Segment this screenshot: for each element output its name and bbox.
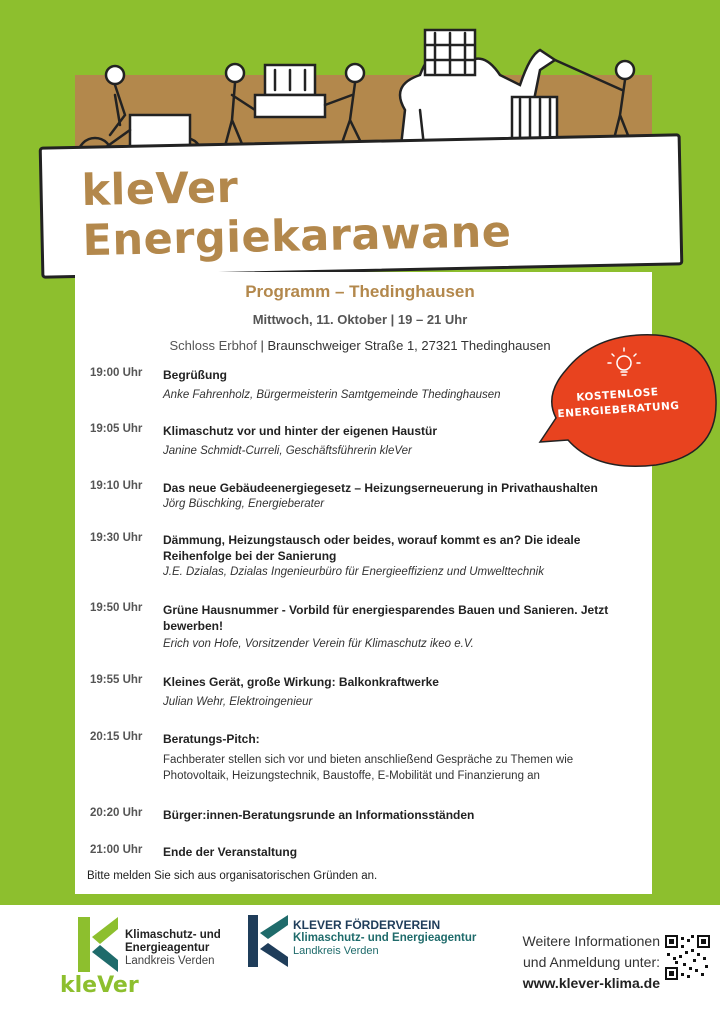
program-date: Mittwoch, 11. Oktober | 19 – 21 Uhr [252,312,468,327]
agenda-title: Ende der Veranstaltung [163,845,298,859]
registration-note: Bitte melden Sie sich aus organisatorischen Gründen an. [87,870,378,882]
agenda-time: 20:20 Uhr [90,807,143,819]
agenda-description: Fachberater stellen sich vor und bieten anschließend Gespräche zu Themen wie Photovoltaik, Heizungstechnik, Baustoffe, E-Mobilität und Finanzierung an [163,754,574,782]
agenda-title: Bürger:innen-Beratungsrunde an Informationsständen [163,808,475,822]
logo2-line-2: Klimaschutz- und Energieagentur [293,932,477,944]
logo1-line-3: Landkreis Verden [125,955,215,967]
agenda-time: 19:10 Uhr [90,480,143,492]
banner-title: kleVer Energiekarawane [81,162,512,267]
agenda-speaker: Anke Fahrenholz, Bürgermeisterin Samtgemeinde Thedinghausen [163,389,501,401]
foerderverein-logo-text [293,919,476,958]
klever-wordmark: kleVer [60,973,139,998]
agenda-time: 20:15 Uhr [90,731,143,743]
agenda-title: Grüne Hausnummer - Vorbild für energiesparendes Bauen und Sanieren. Jetzt bewerben! [163,603,609,633]
logo1-line-1: Klimaschutz- und [125,929,221,941]
agenda-title: Dämmung, Heizungstausch oder beides, worauf kommt es an? Die ideale Reihenfolge bei der Sanierung [163,533,581,563]
agenda-time: 21:00 Uhr [90,844,143,856]
klever-logo-icon [78,917,118,972]
agenda-speaker: J.E. Dzialas, Dzialas Ingenieurbüro für Energieeffizienz und Umwelttechnik [163,566,544,578]
qr-code-icon[interactable] [665,935,710,980]
venue-name: Schloss Erbhof [169,338,257,353]
info-line-2: und Anmeldung unter: [523,954,660,970]
venue-address: | Braunschweiger Straße 1, 27321 Thedinghausen [260,338,551,353]
agenda-title: Beratungs-Pitch: [163,732,260,746]
program-title: Programm – Thedinghausen [245,282,475,301]
agenda-time: 19:30 Uhr [90,532,143,544]
agenda-speaker: Janine Schmidt-Curreli, Geschäftsführerin kleVer [163,445,412,457]
agenda-speaker: Erich von Hofe, Vorsitzender Verein für Klimaschutz ikeo e.V. [163,638,474,650]
badge-line-2: ENERGIEBERATUNG [557,399,680,421]
agenda-title: Begrüßung [163,368,227,382]
agenda-time: 19:00 Uhr [90,367,143,379]
agenda-time: 19:05 Uhr [90,423,143,435]
logo1-line-2: Energieagentur [125,942,210,954]
info-line-1: Weitere Informationen [522,933,660,949]
agenda-title: Kleines Gerät, große Wirkung: Balkonkraftwerke [163,675,439,689]
badge-line-1: KOSTENLOSE [575,386,659,404]
info-block [500,931,660,994]
agenda-title: Das neue Gebäudeenergiegesetz – Heizungserneuerung in Privathaushalten [163,481,598,495]
agenda-title: Klimaschutz vor und hinter der eigenen Haustür [163,424,438,438]
agenda-time: 19:50 Uhr [90,602,143,614]
footer [0,905,720,1018]
agenda-speaker: Jörg Büschking, Energieberater [163,498,325,510]
klever-logo-text [125,929,221,968]
logo2-line-3: Landkreis Verden [293,945,379,957]
foerderverein-logo-icon [248,915,288,967]
agenda-speaker: Julian Wehr, Elektroingenieur [163,696,313,708]
agenda-time: 19:55 Uhr [90,674,143,686]
logo2-line-1: KLEVER FÖRDERVEREIN [293,918,441,932]
website-link[interactable]: www.klever-klima.de [522,975,660,991]
